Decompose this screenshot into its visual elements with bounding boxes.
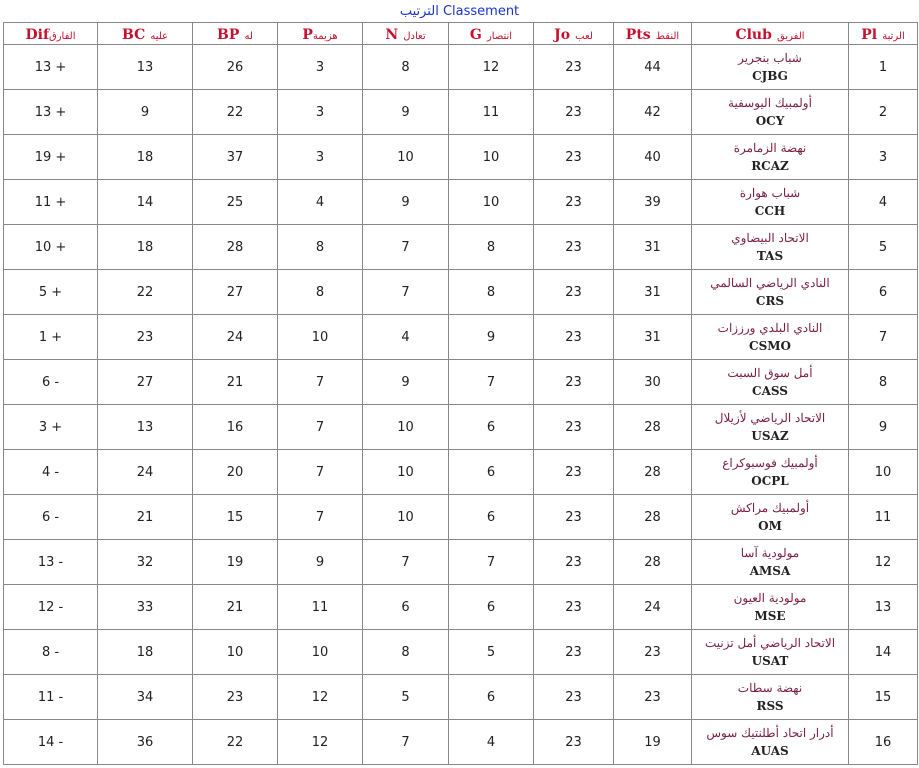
cell-pts: 39 <box>614 180 692 225</box>
cell-bp: 23 <box>193 675 278 720</box>
cell-n: 10 <box>363 135 449 180</box>
cell-p: 7 <box>278 495 363 540</box>
cell-g: 12 <box>449 45 534 90</box>
header-bp: BP له <box>193 23 278 45</box>
club-code: OCPL <box>751 474 789 488</box>
cell-bc: 18 <box>98 630 193 675</box>
club-arabic-name: شباب هوارة <box>739 186 801 200</box>
cell-dif: 10 + <box>4 225 98 270</box>
cell-jo: 23 <box>534 720 614 765</box>
cell-bc: 9 <box>98 90 193 135</box>
header-n: N تعادل <box>363 23 449 45</box>
cell-bc: 22 <box>98 270 193 315</box>
cell-club <box>692 225 849 270</box>
cell-pl: 1 <box>849 45 918 90</box>
cell-p: 8 <box>278 225 363 270</box>
cell-club <box>692 360 849 405</box>
club-code: TAS <box>756 249 784 263</box>
club-code: AMSA <box>749 564 791 578</box>
cell-pts: 28 <box>614 405 692 450</box>
table-row <box>4 585 918 630</box>
cell-club <box>692 45 849 90</box>
cell-jo: 23 <box>534 585 614 630</box>
cell-bp: 25 <box>193 180 278 225</box>
header-club: Club الفريق <box>692 23 849 45</box>
cell-bp: 27 <box>193 270 278 315</box>
header-p: Pهزيمة <box>278 23 363 45</box>
cell-jo: 23 <box>534 360 614 405</box>
cell-club <box>692 450 849 495</box>
table-row <box>4 90 918 135</box>
cell-pl: 9 <box>849 405 918 450</box>
cell-bc: 13 <box>98 45 193 90</box>
club-arabic-name: الاتحاد الرياضي أمل تزنيت <box>704 636 836 650</box>
cell-g: 6 <box>449 450 534 495</box>
header-pl: Pl الرتبة <box>849 23 918 45</box>
cell-dif: 6 - <box>4 495 98 540</box>
cell-n: 7 <box>363 225 449 270</box>
club-arabic-name: مولودية آسا <box>740 546 800 560</box>
cell-n: 7 <box>363 720 449 765</box>
cell-n: 9 <box>363 180 449 225</box>
cell-bp: 10 <box>193 630 278 675</box>
cell-bc: 18 <box>98 225 193 270</box>
table-row <box>4 405 918 450</box>
cell-pl: 3 <box>849 135 918 180</box>
header-bc: BC عليه <box>98 23 193 45</box>
cell-dif: 4 - <box>4 450 98 495</box>
cell-p: 3 <box>278 135 363 180</box>
cell-pl: 13 <box>849 585 918 630</box>
cell-dif: 1 + <box>4 315 98 360</box>
club-code: CASS <box>752 384 788 398</box>
cell-pts: 28 <box>614 540 692 585</box>
cell-g: 10 <box>449 180 534 225</box>
club-code: MSE <box>754 609 786 623</box>
table-row <box>4 540 918 585</box>
cell-p: 7 <box>278 450 363 495</box>
cell-n: 10 <box>363 450 449 495</box>
cell-bp: 28 <box>193 225 278 270</box>
cell-p: 3 <box>278 45 363 90</box>
cell-g: 6 <box>449 675 534 720</box>
cell-pl: 15 <box>849 675 918 720</box>
cell-bc: 33 <box>98 585 193 630</box>
cell-club <box>692 135 849 180</box>
club-code: RCAZ <box>751 159 789 173</box>
cell-jo: 23 <box>534 405 614 450</box>
club-code: CRS <box>755 294 785 308</box>
cell-jo: 23 <box>534 630 614 675</box>
club-arabic-name: شباب بنجرير <box>738 51 802 65</box>
header-pts: Pts النقط <box>614 23 692 45</box>
cell-n: 8 <box>363 630 449 675</box>
cell-bc: 21 <box>98 495 193 540</box>
cell-jo: 23 <box>534 225 614 270</box>
table-row <box>4 45 918 90</box>
cell-jo: 23 <box>534 450 614 495</box>
cell-bc: 32 <box>98 540 193 585</box>
cell-p: 8 <box>278 270 363 315</box>
cell-bp: 21 <box>193 585 278 630</box>
cell-pts: 28 <box>614 495 692 540</box>
cell-g: 9 <box>449 315 534 360</box>
cell-club <box>692 630 849 675</box>
cell-n: 7 <box>363 270 449 315</box>
club-arabic-name: أمل سوق السبت <box>727 366 813 380</box>
cell-p: 9 <box>278 540 363 585</box>
table-row <box>4 675 918 720</box>
cell-pts: 31 <box>614 225 692 270</box>
cell-dif: 13 + <box>4 45 98 90</box>
cell-g: 6 <box>449 405 534 450</box>
cell-n: 9 <box>363 90 449 135</box>
cell-dif: 13 - <box>4 540 98 585</box>
club-arabic-name: نهضة الزمامرة <box>733 141 807 155</box>
cell-g: 5 <box>449 630 534 675</box>
cell-g: 11 <box>449 90 534 135</box>
cell-club <box>692 405 849 450</box>
cell-dif: 3 + <box>4 405 98 450</box>
cell-jo: 23 <box>534 270 614 315</box>
club-code: CCH <box>754 204 786 218</box>
cell-g: 6 <box>449 585 534 630</box>
club-arabic-name: مولودية العيون <box>733 591 807 605</box>
cell-jo: 23 <box>534 90 614 135</box>
cell-jo: 23 <box>534 180 614 225</box>
club-code: CJBG <box>752 69 788 83</box>
cell-p: 11 <box>278 585 363 630</box>
cell-pts: 23 <box>614 675 692 720</box>
club-arabic-name: أولمبيك فوسبوكراع <box>722 456 818 470</box>
cell-n: 7 <box>363 540 449 585</box>
cell-n: 9 <box>363 360 449 405</box>
cell-pts: 31 <box>614 315 692 360</box>
cell-p: 10 <box>278 630 363 675</box>
cell-pl: 12 <box>849 540 918 585</box>
cell-dif: 13 + <box>4 90 98 135</box>
club-arabic-name: الاتحاد الرياضي لأزيلال <box>714 411 826 425</box>
cell-club <box>692 675 849 720</box>
club-code: RSS <box>756 699 784 713</box>
cell-bp: 26 <box>193 45 278 90</box>
cell-p: 7 <box>278 405 363 450</box>
club-code: OCY <box>755 114 785 128</box>
cell-g: 8 <box>449 270 534 315</box>
cell-club <box>692 90 849 135</box>
club-code: AUAS <box>751 744 789 758</box>
table-row <box>4 225 918 270</box>
cell-pl: 7 <box>849 315 918 360</box>
header-dif: Difالفارق <box>4 23 98 45</box>
cell-bc: 36 <box>98 720 193 765</box>
club-arabic-name: أدرار اتحاد أطلنتيك سوس <box>706 726 834 740</box>
cell-p: 4 <box>278 180 363 225</box>
club-arabic-name: نهضة سطات <box>737 681 803 695</box>
table-row <box>4 270 918 315</box>
title-french: Classement <box>442 4 520 19</box>
table-row <box>4 720 918 765</box>
cell-bp: 22 <box>193 90 278 135</box>
cell-dif: 11 + <box>4 180 98 225</box>
cell-dif: 11 - <box>4 675 98 720</box>
table-row <box>4 630 918 675</box>
club-arabic-name: أولمبيك مراكش <box>730 501 810 515</box>
club-arabic-name: النادي الرياضي السالمي <box>710 276 830 290</box>
cell-n: 4 <box>363 315 449 360</box>
cell-pts: 42 <box>614 90 692 135</box>
club-arabic-name: الاتحاد البيضاوي <box>731 231 809 245</box>
cell-dif: 14 - <box>4 720 98 765</box>
table-row <box>4 495 918 540</box>
club-code: USAT <box>751 654 789 668</box>
club-arabic-name: النادي البلدي ورززات <box>717 321 823 335</box>
table-row <box>4 180 918 225</box>
cell-bc: 13 <box>98 405 193 450</box>
cell-jo: 23 <box>534 45 614 90</box>
club-code: CSMO <box>749 339 791 353</box>
cell-club <box>692 540 849 585</box>
cell-g: 7 <box>449 360 534 405</box>
table-row <box>4 135 918 180</box>
cell-bp: 24 <box>193 315 278 360</box>
standings-table <box>3 22 918 765</box>
cell-club <box>692 720 849 765</box>
cell-pl: 10 <box>849 450 918 495</box>
cell-p: 12 <box>278 720 363 765</box>
table-row <box>4 315 918 360</box>
page-title <box>0 1 919 23</box>
cell-n: 8 <box>363 45 449 90</box>
cell-dif: 5 + <box>4 270 98 315</box>
cell-pts: 24 <box>614 585 692 630</box>
cell-dif: 19 + <box>4 135 98 180</box>
cell-pl: 14 <box>849 630 918 675</box>
cell-pts: 31 <box>614 270 692 315</box>
cell-bp: 37 <box>193 135 278 180</box>
cell-n: 6 <box>363 585 449 630</box>
cell-g: 4 <box>449 720 534 765</box>
cell-g: 6 <box>449 495 534 540</box>
club-code: USAZ <box>751 429 789 443</box>
cell-pts: 19 <box>614 720 692 765</box>
cell-pl: 4 <box>849 180 918 225</box>
cell-dif: 12 - <box>4 585 98 630</box>
cell-bp: 15 <box>193 495 278 540</box>
cell-bc: 18 <box>98 135 193 180</box>
club-arabic-name: أولمبيك اليوسفية <box>728 96 812 110</box>
cell-pl: 16 <box>849 720 918 765</box>
cell-pts: 44 <box>614 45 692 90</box>
cell-bc: 34 <box>98 675 193 720</box>
cell-p: 10 <box>278 315 363 360</box>
cell-p: 12 <box>278 675 363 720</box>
cell-pts: 28 <box>614 450 692 495</box>
cell-bc: 14 <box>98 180 193 225</box>
title-arabic: الترتيب <box>399 4 439 19</box>
cell-club <box>692 585 849 630</box>
cell-bp: 21 <box>193 360 278 405</box>
cell-jo: 23 <box>534 495 614 540</box>
cell-g: 10 <box>449 135 534 180</box>
club-code: OM <box>758 519 782 533</box>
header-jo: Jo لعب <box>534 23 614 45</box>
cell-pl: 5 <box>849 225 918 270</box>
cell-n: 10 <box>363 405 449 450</box>
cell-bc: 23 <box>98 315 193 360</box>
cell-bp: 19 <box>193 540 278 585</box>
cell-p: 3 <box>278 90 363 135</box>
cell-jo: 23 <box>534 315 614 360</box>
cell-pts: 30 <box>614 360 692 405</box>
cell-bc: 24 <box>98 450 193 495</box>
cell-bp: 20 <box>193 450 278 495</box>
cell-jo: 23 <box>534 135 614 180</box>
cell-club <box>692 315 849 360</box>
cell-g: 7 <box>449 540 534 585</box>
cell-bp: 22 <box>193 720 278 765</box>
cell-pts: 40 <box>614 135 692 180</box>
cell-pl: 8 <box>849 360 918 405</box>
cell-dif: 6 - <box>4 360 98 405</box>
cell-club <box>692 270 849 315</box>
cell-jo: 23 <box>534 675 614 720</box>
cell-g: 8 <box>449 225 534 270</box>
cell-jo: 23 <box>534 540 614 585</box>
cell-pts: 23 <box>614 630 692 675</box>
cell-dif: 8 - <box>4 630 98 675</box>
table-row <box>4 360 918 405</box>
cell-club <box>692 495 849 540</box>
cell-pl: 11 <box>849 495 918 540</box>
cell-p: 7 <box>278 360 363 405</box>
cell-club <box>692 180 849 225</box>
table-row <box>4 450 918 495</box>
header-g: G انتصار <box>449 23 534 45</box>
cell-pl: 6 <box>849 270 918 315</box>
cell-n: 10 <box>363 495 449 540</box>
cell-bp: 16 <box>193 405 278 450</box>
cell-pl: 2 <box>849 90 918 135</box>
cell-bc: 27 <box>98 360 193 405</box>
header-row <box>4 23 918 45</box>
cell-n: 5 <box>363 675 449 720</box>
